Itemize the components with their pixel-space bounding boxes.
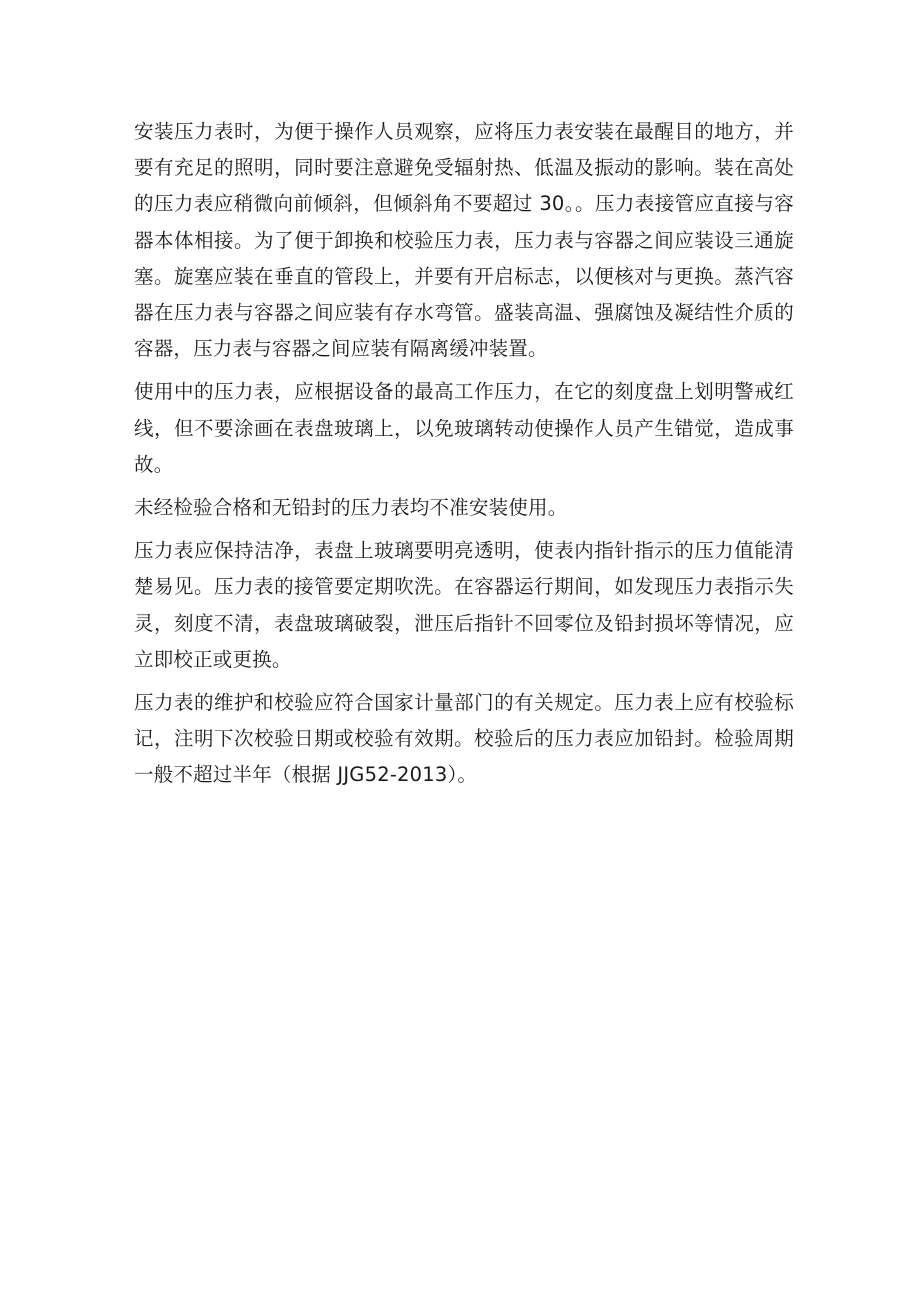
paragraph-maintenance: 压力表应保持洁净，表盘上玻璃要明亮透明，使表内指针指示的压力值能清楚易见。压力表的接管要定期吹洗。在容器运行期间，如发现压力表指示失灵，刻度不清，表盘玻璃破裂，泄压后指针不回零位及铅封损坏等情况，应立即校正或更换。 bbox=[134, 539, 794, 671]
document-body bbox=[134, 114, 794, 801]
paragraph-seal-requirement: 未经检验合格和无铅封的压力表均不准安装使用。 bbox=[134, 496, 568, 520]
paragraph-installation: 安装压力表时，为便于操作人员观察，应将压力表安装在最醒目的地方，并要有充足的照明，同时要注意避免受辐射热、低温及振动的影响。装在高处的压力表应稍微向前倾斜，但倾斜角不要超过 30。。压力表接管应直接与容器本体相接。为了便于卸换和校验压力表，压力表与容器之间应装设三通旋塞。旋塞应装在垂直的管段上，并要有开启标志，以便核对与更换。蒸汽容器在压力表与容器之间应装有存水弯管。盛装高温、强腐蚀及凝结性介质的容器，压力表与容器之间应装有隔离缓冲装置。 bbox=[134, 120, 794, 361]
paragraph-warning-line: 使用中的压力表，应根据设备的最高工作压力，在它的刻度盘上划明警戒红线，但不要涂画在表盘玻璃上，以免玻璃转动使操作人员产生错觉，造成事故。 bbox=[134, 380, 794, 476]
paragraph-calibration: 压力表的维护和校验应符合国家计量部门的有关规定。压力表上应有校验标记，注明下次校验日期或校验有效期。校验后的压力表应加铅封。检验周期一般不超过半年（根据 JJG52-2013）。 bbox=[134, 691, 794, 787]
